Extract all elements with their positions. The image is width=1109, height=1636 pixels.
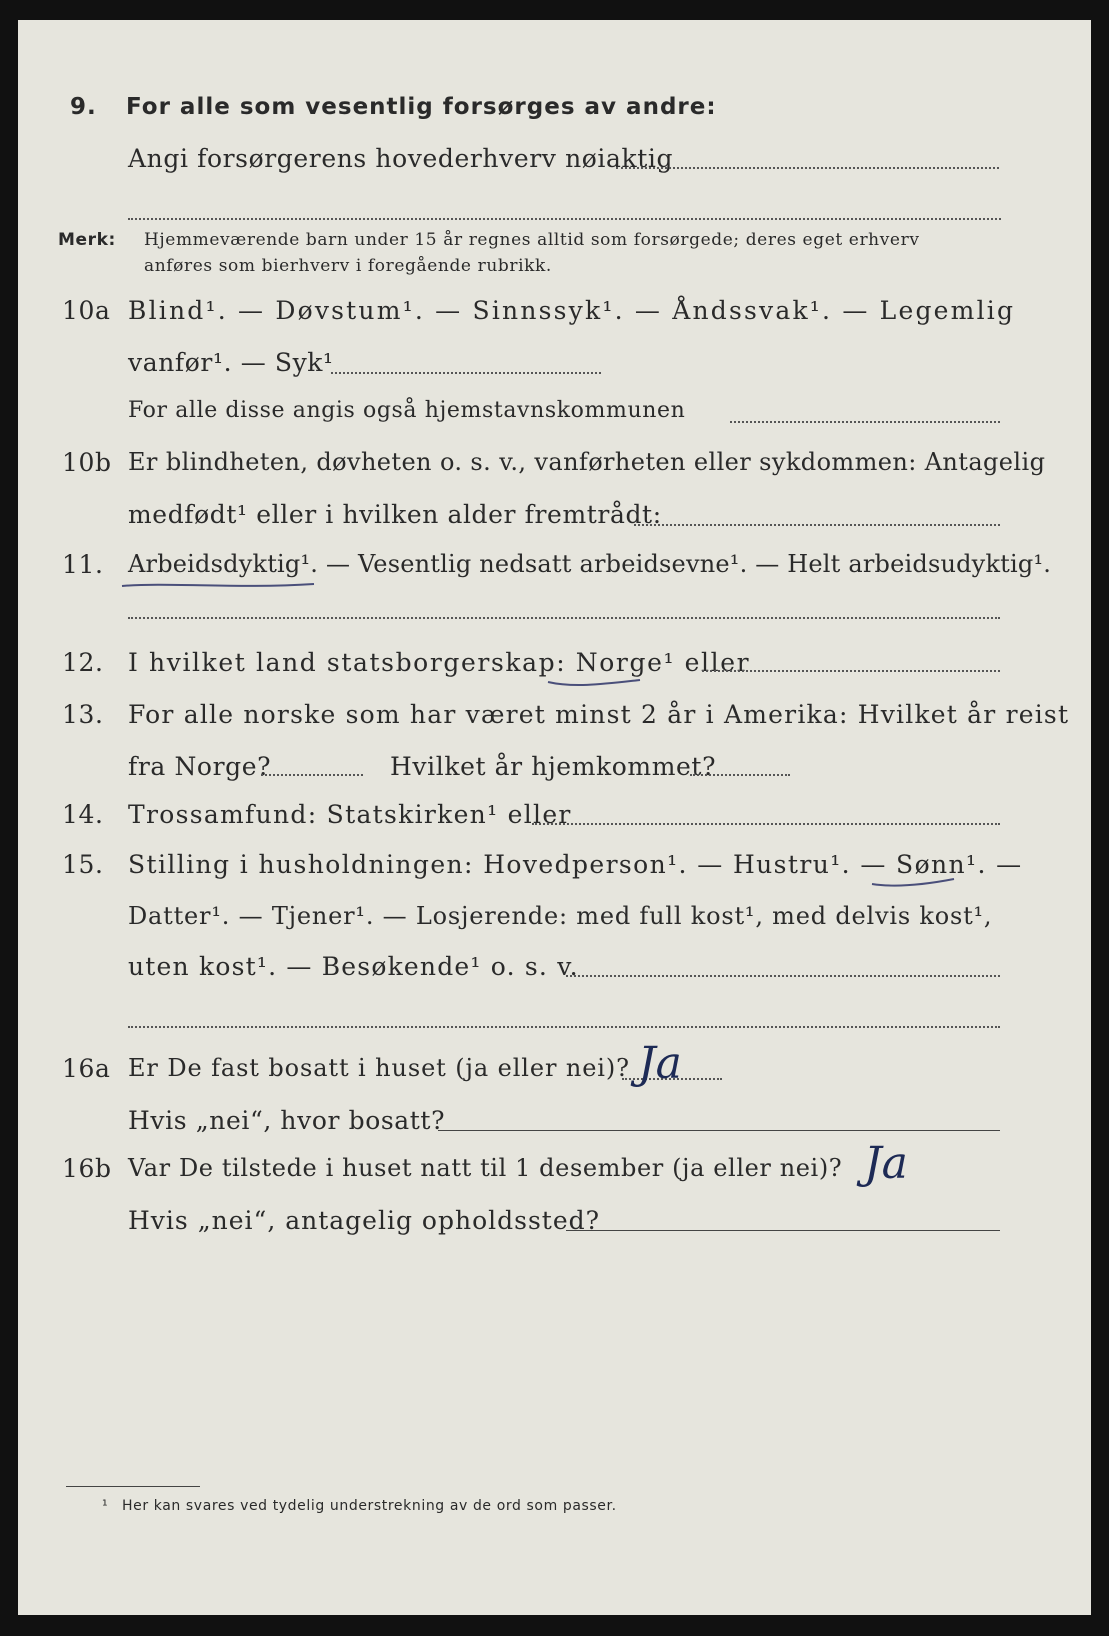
- q13-return-line: [690, 774, 790, 776]
- q13-line-2b: Hvilket år hjemkommet?: [390, 752, 717, 781]
- q16b-handwritten-answer: Ja: [864, 1138, 908, 1189]
- footnote-rule: [66, 1486, 200, 1487]
- merk-text-line-1: Hjemmeværende barn under 15 år regnes alltid som forsørgede; deres eget erhverv: [144, 230, 920, 250]
- q10a-home-line: [730, 421, 1000, 423]
- q9-heading: For alle som vesentlig forsørges av andre:: [126, 94, 717, 120]
- q15-line-3: uten kost¹. — Besøkende¹ o. s. v.: [128, 952, 579, 981]
- q16a-residence-line: [438, 1130, 1000, 1131]
- q12-answer-line: [702, 670, 1000, 672]
- q16a-handwritten-answer: Ja: [638, 1038, 682, 1089]
- footnote-text: Her kan svares ved tydelig understrekning av de ord som passer.: [122, 1498, 617, 1514]
- q16a-line-2: Hvis „nei“, hvor bosatt?: [128, 1106, 446, 1135]
- merk-label: Merk:: [58, 230, 116, 250]
- q15-answer-line: [566, 975, 1000, 977]
- q10a-number: 10a: [62, 296, 111, 325]
- q16b-number: 16b: [62, 1154, 112, 1183]
- q12-number: 12.: [62, 648, 104, 677]
- q10a-line-3: For alle disse angis også hjemstavnskommunen: [128, 398, 686, 423]
- q10b-number: 10b: [62, 448, 112, 477]
- q16a-number: 16a: [62, 1054, 111, 1083]
- footnote-mark: ¹: [102, 1498, 109, 1514]
- q16a-line-1: Er De fast bosatt i huset (ja eller nei)?: [128, 1054, 630, 1082]
- q14-answer-line: [532, 823, 1000, 825]
- q15-pen-underline: [868, 876, 958, 890]
- q10b-answer-line: [634, 524, 1000, 526]
- q15-line-1: Stilling i husholdningen: Hovedperson¹. — Hustru¹. — Sønn¹. —: [128, 850, 1023, 879]
- q16b-line-1: Var De tilstede i huset natt til 1 desember (ja eller nei)?: [128, 1154, 843, 1182]
- q10a-line-2: vanfør¹. — Syk¹: [128, 348, 334, 377]
- q9-number: 9.: [70, 94, 97, 120]
- q9-prompt: Angi forsørgerens hovederhverv nøiaktig: [128, 144, 674, 173]
- q10a-line-1: Blind¹. — Døvstum¹. — Sinnssyk¹. — Åndssvak¹. — Legemlig: [128, 296, 1016, 325]
- q9-answer-line: [616, 167, 999, 169]
- q15-answer-line-2: [128, 1026, 1000, 1028]
- q13-line-1: For alle norske som har været minst 2 år i Amerika: Hvilket år reist: [128, 700, 1070, 729]
- census-form-page: [18, 20, 1091, 1615]
- q12-pen-underline: [544, 676, 644, 690]
- q16b-location-line: [566, 1230, 1000, 1231]
- q10b-line-2: medfødt¹ eller i hvilken alder fremtrådt:: [128, 500, 662, 529]
- q11-answer-line: [128, 617, 1000, 619]
- q14-line-1: Trossamfund: Statskirken¹ eller: [128, 800, 572, 829]
- q14-number: 14.: [62, 800, 104, 829]
- q13-departure-line: [261, 774, 363, 776]
- q9-answer-line-2: [128, 218, 1001, 220]
- merk-text-line-2: anføres som bierhverv i foregående rubrikk.: [144, 256, 552, 276]
- q16b-line-2: Hvis „nei“, antagelig opholdssted?: [128, 1206, 601, 1235]
- q13-line-2a: fra Norge?: [128, 752, 272, 781]
- q11-line-1: Arbeidsdyktig¹. — Vesentlig nedsatt arbeidsevne¹. — Helt arbeidsudyktig¹.: [128, 550, 1052, 578]
- q11-pen-underline: [118, 578, 318, 592]
- q13-number: 13.: [62, 700, 104, 729]
- q15-line-2: Datter¹. — Tjener¹. — Losjerende: med full kost¹, med delvis kost¹,: [128, 902, 993, 930]
- q10a-answer-line: [331, 372, 601, 374]
- q11-number: 11.: [62, 550, 104, 579]
- q12-line-1: I hvilket land statsborgerskap: Norge¹ eller: [128, 648, 751, 677]
- q10b-line-1: Er blindheten, døvheten o. s. v., vanførheten eller sykdommen: Antagelig: [128, 448, 1046, 476]
- q15-number: 15.: [62, 850, 104, 879]
